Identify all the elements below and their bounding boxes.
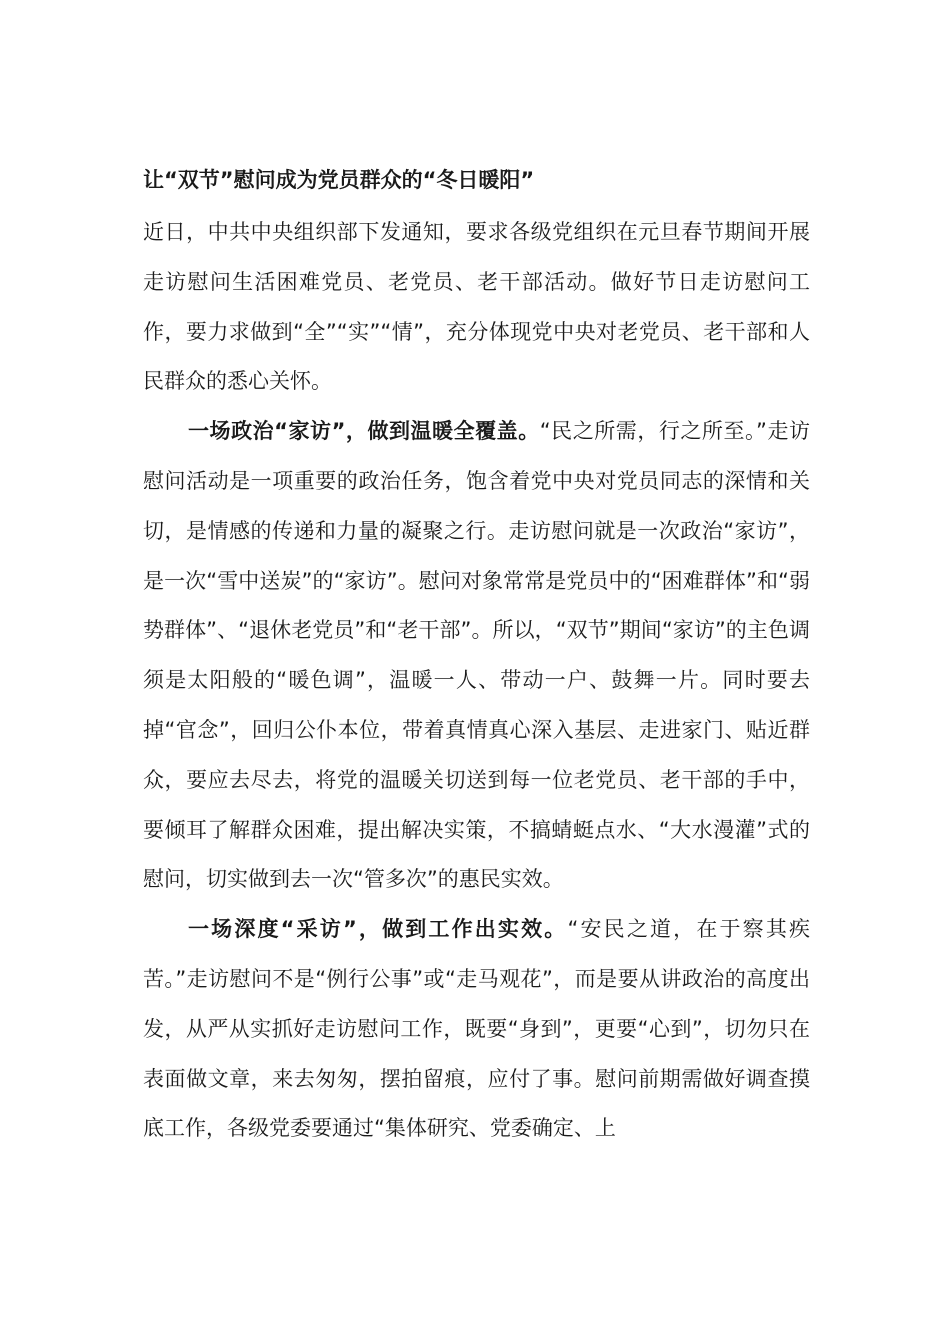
paragraph-lead: 一场深度“采访”，做到工作出实效。 [188,917,568,942]
document-body [143,208,810,1154]
paragraph-text: “民之所需，行之所至。”走访慰问活动是一项重要的政治任务，饱含着党中央对党员同志的深情和关切，是情感的传递和力量的凝聚之行。走访慰问就是一次政治“家访”，是一次“雪中送炭”的“家访”。慰问对象常常是党员中的“困难群体”和“弱势群体”、“退休老党员”和“老干部”。所以，“双节”期间“家访”的主色调须是太阳般的“暖色调”，温暖一人、带动一户、鼓舞一片。同时要去掉“官念”，回归公仆本位，带着真情真心深入基层、走进家门、贴近群众，要应去尽去，将党的温暖关切送到每一位老党员、老干部的手中，要倾耳了解群众困难，提出解决实策，不搞蜻蜓点水、“大水漫灌”式的慰问，切实做到去一次“管多次”的惠民实效。 [143,419,810,892]
paragraph-political-visit [143,407,810,905]
document-title: 让“双节”慰问成为党员群众的“冬日暖阳” [143,168,535,192]
paragraph-lead: 一场政治“家访”，做到温暖全覆盖。 [188,419,540,444]
paragraph-intro [143,208,810,407]
paragraph-text: “安民之道，在于察其疾苦。”走访慰问不是“例行公事”或“走马观花”，而是要从讲政治的高度出发，从严从实抓好走访慰问工作，既要“身到”，更要“心到”，切勿只在表面做文章，来去匆匆，摆拍留痕，应付了事。慰问前期需做好调查摸底工作，各级党委要通过“集体研究、党委确定、上 [143,917,810,1141]
paragraph-text: 近日，中共中央组织部下发通知，要求各级党组织在元旦春节期间开展走访慰问生活困难党员、老党员、老干部活动。做好节日走访慰问工作，要力求做到“全”“实”“情”，充分体现党中央对老党员、老干部和人民群众的悉心关怀。 [143,220,810,394]
paragraph-in-depth-visit [143,905,810,1154]
